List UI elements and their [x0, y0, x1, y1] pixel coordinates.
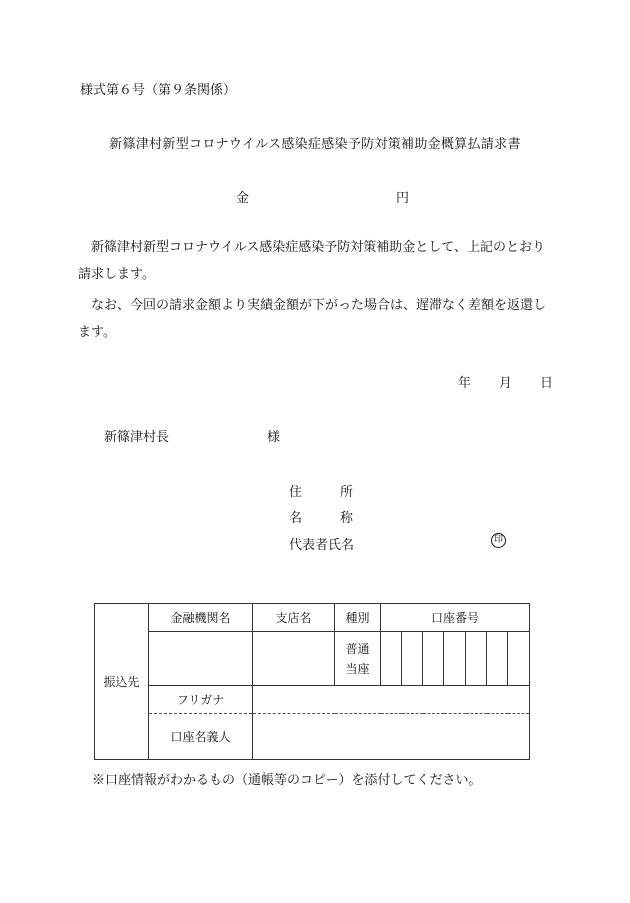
name-label-1: 名 — [289, 511, 303, 526]
account-holder-cell[interactable] — [253, 714, 530, 760]
branch-name-header: 支店名 — [253, 604, 335, 632]
account-holder-label: 口座名義人 — [149, 714, 253, 760]
addressee-name: 新篠津村長 — [104, 430, 170, 445]
transfer-destination-header: 振込先 — [95, 604, 149, 760]
bank-name-cell[interactable] — [149, 632, 253, 686]
branch-name-cell[interactable] — [253, 632, 335, 686]
form-number: 様式第６号（第９条関係） — [80, 83, 237, 98]
refund-paragraph: なお、今回の請求金額より実績金額が下がった場合は、遅滞なく差額を返還します。 — [78, 298, 547, 340]
bank-name-header: 金融機関名 — [149, 604, 253, 632]
account-digit-cell[interactable] — [508, 632, 530, 686]
seal-mark: 印 — [491, 533, 506, 548]
request-paragraph: 新篠津村新型コロナウイルス感染症感染予防対策補助金として、上記のとおり請求します。 — [78, 240, 545, 282]
date-year: 年 — [458, 376, 472, 391]
date-month: 月 — [499, 376, 513, 391]
account-digit-cell[interactable] — [466, 632, 487, 686]
addressee-honorific: 様 — [267, 430, 281, 445]
account-type-ordinary: 普通 — [345, 641, 370, 656]
account-type-cell[interactable] — [335, 632, 381, 686]
account-type-current: 当座 — [345, 661, 370, 676]
bank-transfer-table — [94, 603, 530, 760]
furigana-label: フリガナ — [149, 686, 253, 714]
amount-prefix: 金 — [236, 191, 250, 206]
document-title: 新篠津村新型コロナウイルス感染症感染予防対策補助金概算払請求書 — [109, 137, 521, 152]
address-label-2: 所 — [340, 485, 354, 500]
account-type-header: 種別 — [335, 604, 381, 632]
account-digit-cell[interactable] — [381, 632, 402, 686]
amount-suffix: 円 — [396, 191, 410, 206]
account-digit-cell[interactable] — [402, 632, 423, 686]
account-digit-cell[interactable] — [444, 632, 466, 686]
attachment-note: ※口座情報がわかるもの（通帳等のコピー）を添付してください。 — [92, 773, 482, 788]
account-digit-cell[interactable] — [423, 632, 444, 686]
address-label-1: 住 — [289, 485, 303, 500]
date-day: 日 — [540, 376, 554, 391]
account-digit-cell[interactable] — [487, 632, 508, 686]
representative-label: 代表者氏名 — [289, 538, 355, 553]
name-label-2: 称 — [340, 511, 354, 526]
account-number-header: 口座番号 — [381, 604, 530, 632]
furigana-cell[interactable] — [253, 686, 530, 714]
